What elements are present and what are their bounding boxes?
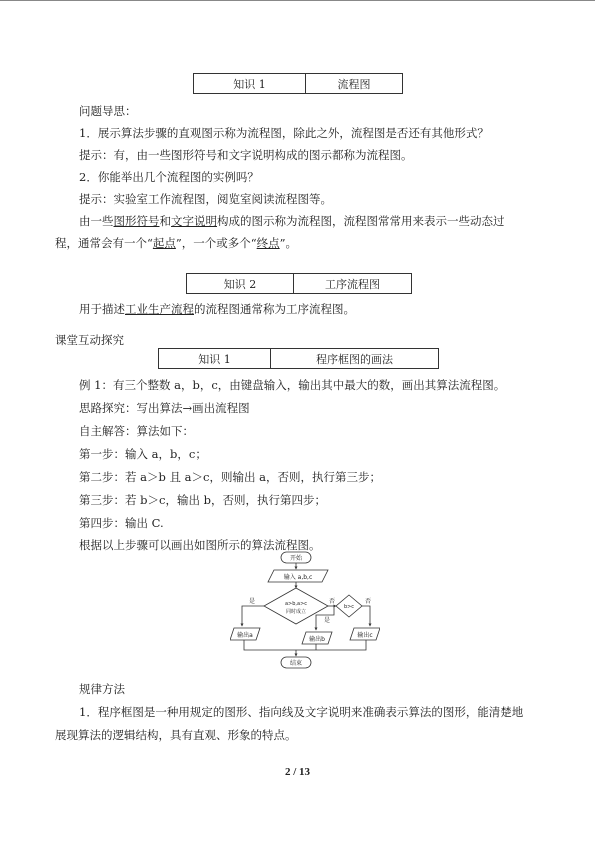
definition-line-1	[79, 214, 505, 228]
no-label-1: 否	[328, 598, 336, 605]
diagram-intro: 根据以上步骤可以画出如图所示的算法流程图。	[79, 538, 321, 552]
knowledge-table-2-label: 知识 2	[223, 277, 257, 291]
process-text: 用于描述	[79, 302, 125, 316]
page-number: 2 / 13	[284, 766, 311, 778]
knowledge-table-2	[186, 273, 412, 294]
rule-1-line-1: 1．程序框图是一种用规定的图形、指向线及文字说明来准确表示算法的图形，能清楚地	[79, 705, 524, 719]
knowledge-table-1-label: 知识 1	[233, 77, 266, 91]
input-label: 输入 a,b,c	[283, 574, 313, 581]
process-text: 的流程图通常称为工序流程图。	[194, 302, 355, 316]
def-term-symbols: 图形符号	[113, 214, 160, 228]
decision-1-label-top: a>b,a>c	[284, 601, 308, 607]
def-text: 由一些	[79, 214, 114, 228]
knowledge-table-3-title: 程序框图的画法	[270, 349, 438, 368]
knowledge-table-1-title: 流程图	[305, 74, 402, 93]
yes-label-2: 是	[323, 617, 331, 624]
question-guide-heading: 问题导思：	[79, 104, 137, 118]
knowledge-table-3	[158, 348, 439, 369]
def-text: 和	[159, 214, 171, 228]
def-text: ”，一个或多个“	[175, 236, 257, 250]
step-3: 第三步：若 b＞c，输出 b，否则，执行第四步；	[79, 493, 326, 507]
def-term-text: 文字说明	[171, 214, 217, 228]
def-text: ”。	[279, 236, 298, 250]
step-4: 第四步：输出 C.	[79, 516, 164, 530]
decision-2-label: b>c	[343, 604, 355, 610]
solution-intro: 自主解答：算法如下：	[79, 424, 194, 438]
rule-heading: 规律方法	[79, 682, 125, 696]
step-2: 第二步：若 a＞b 且 a＞c，则输出 a，否则，执行第三步；	[79, 470, 381, 484]
hint-2: 提示：实验室工作流程图，阅览室阅读流程图等。	[79, 192, 332, 206]
def-term-start: 起点	[152, 236, 176, 250]
algorithm-flowchart	[230, 550, 380, 672]
knowledge-table-3-label: 知识 1	[198, 352, 231, 366]
knowledge-table-1	[193, 73, 403, 94]
start-label: 开始	[289, 555, 303, 562]
section-heading: 课堂互动探究	[55, 333, 124, 347]
end-label: 结束	[289, 660, 303, 667]
question-1: 1．展示算法步骤的直观图示称为流程图，除此之外，流程图是否还有其他形式？	[79, 126, 489, 140]
yes-label-1: 是	[248, 598, 256, 605]
rule-1-line-2: 展现算法的逻辑结构，具有直观、形象的特点。	[55, 728, 297, 742]
process-term: 工业生产流程	[125, 302, 194, 316]
decision-1-label-bottom: 同时成立	[285, 609, 307, 615]
step-1: 第一步：输入 a，b，c；	[79, 447, 207, 461]
definition-line-2	[55, 236, 297, 250]
hint-1: 提示：有，由一些图形符号和文字说明构成的图示都称为流程图。	[79, 148, 413, 162]
question-2: 2．你能举出几个流程图的实例吗？	[79, 170, 259, 184]
output-a-label: 输出a	[237, 632, 253, 639]
output-b-label: 输出b	[309, 636, 325, 643]
thinking: 思路探究：写出算法→画出流程图	[79, 401, 250, 415]
top-border	[0, 0, 595, 1]
process-flowchart-definition	[79, 302, 355, 316]
no-label-2: 否	[364, 598, 372, 605]
knowledge-table-2-title: 工序流程图	[293, 274, 411, 293]
def-term-end: 终点	[256, 236, 280, 250]
output-c-label: 输出c	[357, 632, 373, 639]
def-text: 程，通常会有一个“	[55, 236, 153, 250]
example-1: 例 1：有三个整数 a，b，c，由键盘输入，输出其中最大的数，画出其算法流程图。	[79, 378, 506, 392]
def-text: 构成的图示称为流程图，流程图常常用来表示一些动态过	[217, 214, 505, 228]
